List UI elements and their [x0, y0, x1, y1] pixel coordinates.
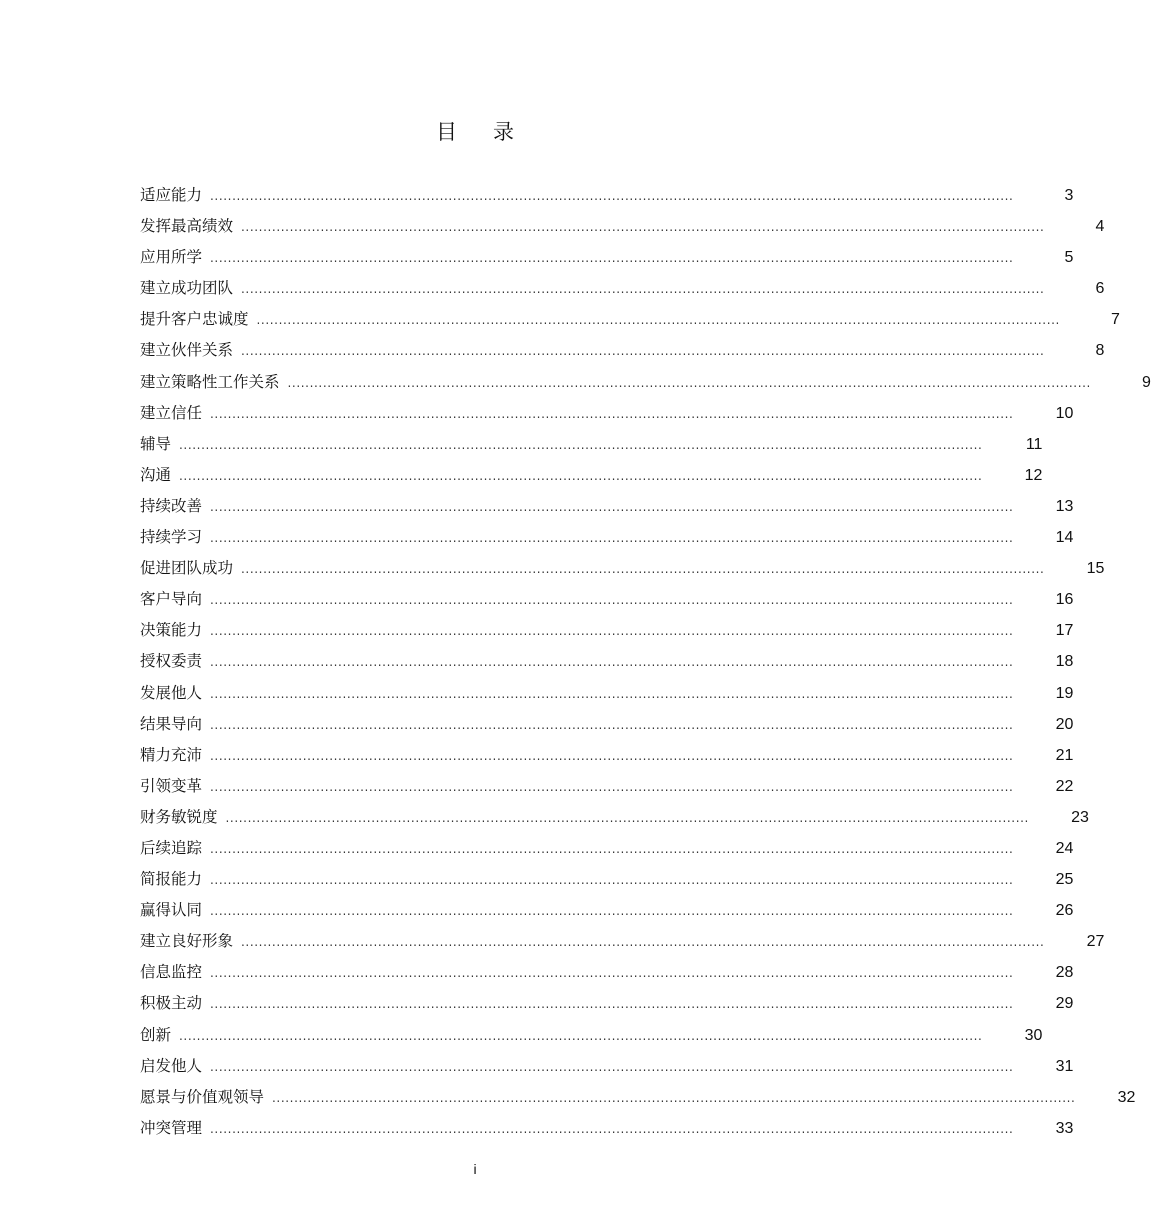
toc-entry[interactable]: [140, 553, 1105, 584]
toc-entry-page-number: 19: [1055, 684, 1074, 702]
toc-entry-title: 积极主动: [140, 994, 203, 1013]
toc-entry-title: 发挥最高绩效: [140, 217, 234, 236]
dot-leader: ......................................................................................................................................................................................: [256, 313, 1060, 328]
toc-entry[interactable]: [140, 584, 1074, 615]
toc-entry[interactable]: [140, 615, 1074, 646]
toc-entry[interactable]: [140, 895, 1074, 926]
toc-entry-title: 赢得认同: [140, 901, 203, 920]
dot-leader: ......................................................................................................................................................................................: [210, 655, 1014, 670]
dot-leader: ......................................................................................................................................................................................: [210, 593, 1014, 608]
dot-leader: ......................................................................................................................................................................................: [241, 344, 1045, 359]
toc-entry-page-number: 23: [1071, 808, 1089, 826]
dot-leader: ......................................................................................................................................................................................: [210, 531, 1014, 546]
dot-leader: ......................................................................................................................................................................................: [210, 997, 1014, 1012]
toc-entry-page-number: 31: [1055, 1057, 1074, 1075]
toc-entry[interactable]: [140, 460, 1043, 491]
toc-entry-page-number: 30: [1024, 1026, 1043, 1044]
footer-page-number: i: [473, 1161, 477, 1177]
toc-entry-title: 辅导: [140, 434, 172, 453]
toc-entry-page-number: 20: [1055, 715, 1074, 733]
toc-entry-page-number: 4: [1095, 218, 1105, 236]
toc-entry-title: 简报能力: [140, 870, 203, 889]
toc-entry-page-number: 22: [1055, 777, 1074, 795]
toc-entry-title: 建立成功团队: [140, 279, 234, 298]
dot-leader: ......................................................................................................................................................................................: [179, 1028, 983, 1043]
toc-entry-page-number: 27: [1086, 933, 1105, 951]
toc-heading: 目录: [436, 120, 550, 144]
toc-entry[interactable]: [140, 335, 1105, 366]
toc-entry-page-number: 15: [1086, 560, 1105, 578]
toc-entry[interactable]: [140, 957, 1074, 988]
dot-leader: ......................................................................................................................................................................................: [210, 624, 1014, 639]
toc-entry[interactable]: [140, 1051, 1074, 1082]
toc-entry-page-number: 25: [1055, 871, 1074, 889]
toc-entry-title: 建立策略性工作关系: [140, 372, 280, 391]
table-of-contents: [140, 180, 1151, 1144]
toc-entry-title: 后续追踪: [140, 838, 203, 857]
toc-entry[interactable]: [140, 988, 1074, 1019]
toc-entry-title: 持续改善: [140, 496, 203, 515]
toc-entry[interactable]: [140, 367, 1151, 398]
toc-entry[interactable]: [140, 926, 1105, 957]
toc-entry-title: 建立伙伴关系: [140, 341, 234, 360]
toc-entry-page-number: 21: [1055, 746, 1074, 764]
toc-entry[interactable]: [140, 304, 1120, 335]
toc-entry[interactable]: [140, 242, 1074, 273]
toc-entry[interactable]: [140, 740, 1074, 771]
dot-leader: ......................................................................................................................................................................................: [210, 406, 1014, 421]
toc-entry-page-number: 6: [1095, 280, 1105, 298]
toc-entry[interactable]: [140, 491, 1074, 522]
dot-leader: ......................................................................................................................................................................................: [210, 904, 1014, 919]
toc-entry-page-number: 24: [1055, 839, 1074, 857]
toc-entry-page-number: 14: [1055, 529, 1074, 547]
toc-entry[interactable]: [140, 429, 1043, 460]
toc-entry-page-number: 32: [1117, 1088, 1136, 1106]
toc-entry[interactable]: [140, 678, 1074, 709]
dot-leader: ......................................................................................................................................................................................: [210, 717, 1014, 732]
dot-leader: ......................................................................................................................................................................................: [210, 499, 1014, 514]
dot-leader: ......................................................................................................................................................................................: [241, 562, 1045, 577]
toc-entry-title: 结果导向: [140, 714, 203, 733]
toc-entry-title: 授权委责: [140, 652, 203, 671]
toc-entry-title: 客户导向: [140, 590, 203, 609]
toc-entry[interactable]: [140, 1113, 1074, 1144]
toc-entry-title: 决策能力: [140, 621, 203, 640]
toc-entry-page-number: 26: [1055, 902, 1074, 920]
toc-entry-title: 沟通: [140, 465, 172, 484]
toc-entry-title: 冲突管理: [140, 1118, 203, 1137]
toc-entry[interactable]: [140, 771, 1074, 802]
toc-entry-page-number: 28: [1055, 964, 1074, 982]
toc-entry-title: 发展他人: [140, 683, 203, 702]
dot-leader: ......................................................................................................................................................................................: [241, 220, 1045, 235]
toc-entry-page-number: 33: [1055, 1119, 1074, 1137]
dot-leader: ......................................................................................................................................................................................: [241, 282, 1045, 297]
toc-entry-page-number: 7: [1111, 311, 1120, 329]
dot-leader: ......................................................................................................................................................................................: [241, 935, 1045, 950]
dot-leader: ......................................................................................................................................................................................: [287, 375, 1091, 390]
dot-leader: ......................................................................................................................................................................................: [179, 468, 983, 483]
toc-entry[interactable]: [140, 180, 1074, 211]
toc-entry-title: 财务敏锐度: [140, 807, 218, 826]
toc-entry-title: 持续学习: [140, 528, 203, 547]
toc-entry-page-number: 13: [1055, 497, 1074, 515]
toc-entry[interactable]: [140, 1082, 1136, 1113]
toc-entry-page-number: 11: [1025, 435, 1043, 453]
dot-leader: ......................................................................................................................................................................................: [210, 1121, 1014, 1136]
toc-entry-title: 提升客户忠诚度: [140, 310, 249, 329]
toc-entry-title: 启发他人: [140, 1056, 203, 1075]
toc-entry-title: 应用所学: [140, 248, 203, 267]
toc-entry-page-number: 10: [1055, 404, 1074, 422]
toc-entry-title: 引领变革: [140, 776, 203, 795]
toc-entry-title: 适应能力: [140, 186, 203, 204]
toc-entry-page-number: 8: [1095, 342, 1105, 360]
toc-entry-page-number: 3: [1064, 187, 1074, 204]
toc-entry[interactable]: [140, 833, 1074, 864]
toc-entry[interactable]: [140, 522, 1074, 553]
toc-entry-title: 愿景与价值观领导: [140, 1087, 265, 1106]
dot-leader: ......................................................................................................................................................................................: [210, 779, 1014, 794]
toc-entry[interactable]: [140, 398, 1074, 429]
toc-entry[interactable]: [140, 646, 1074, 677]
toc-entry-title: 促进团队成功: [140, 559, 234, 578]
dot-leader: ......................................................................................................................................................................................: [210, 748, 1014, 763]
toc-entry-page-number: 16: [1055, 591, 1074, 609]
toc-entry[interactable]: [140, 211, 1105, 242]
toc-entry[interactable]: [140, 709, 1074, 740]
toc-entry-title: 建立信任: [140, 403, 203, 422]
toc-entry-page-number: 12: [1024, 466, 1043, 484]
toc-entry-page-number: 5: [1064, 249, 1074, 267]
toc-entry-page-number: 29: [1055, 995, 1074, 1013]
toc-entry-page-number: 17: [1055, 622, 1074, 640]
toc-entry-title: 建立良好形象: [140, 932, 234, 951]
toc-entry[interactable]: [140, 1020, 1043, 1051]
dot-leader: ......................................................................................................................................................................................: [210, 873, 1014, 888]
dot-leader: ......................................................................................................................................................................................: [210, 841, 1014, 856]
toc-entry-page-number: 18: [1055, 653, 1074, 671]
dot-leader: ......................................................................................................................................................................................: [210, 686, 1014, 701]
toc-entry[interactable]: [140, 864, 1074, 895]
dot-leader: ......................................................................................................................................................................................: [272, 1090, 1076, 1105]
dot-leader: ......................................................................................................................................................................................: [210, 189, 1014, 203]
dot-leader: ......................................................................................................................................................................................: [210, 966, 1014, 981]
dot-leader: ......................................................................................................................................................................................: [210, 251, 1014, 266]
dot-leader: ......................................................................................................................................................................................: [225, 810, 1029, 825]
toc-entry[interactable]: [140, 273, 1105, 304]
toc-entry[interactable]: [140, 802, 1089, 833]
dot-leader: ......................................................................................................................................................................................: [210, 1059, 1014, 1074]
toc-entry-title: 精力充沛: [140, 745, 203, 764]
dot-leader: ......................................................................................................................................................................................: [179, 437, 983, 452]
toc-entry-page-number: 9: [1142, 373, 1151, 391]
toc-entry-title: 创新: [140, 1025, 172, 1044]
toc-entry-title: 信息监控: [140, 963, 203, 982]
